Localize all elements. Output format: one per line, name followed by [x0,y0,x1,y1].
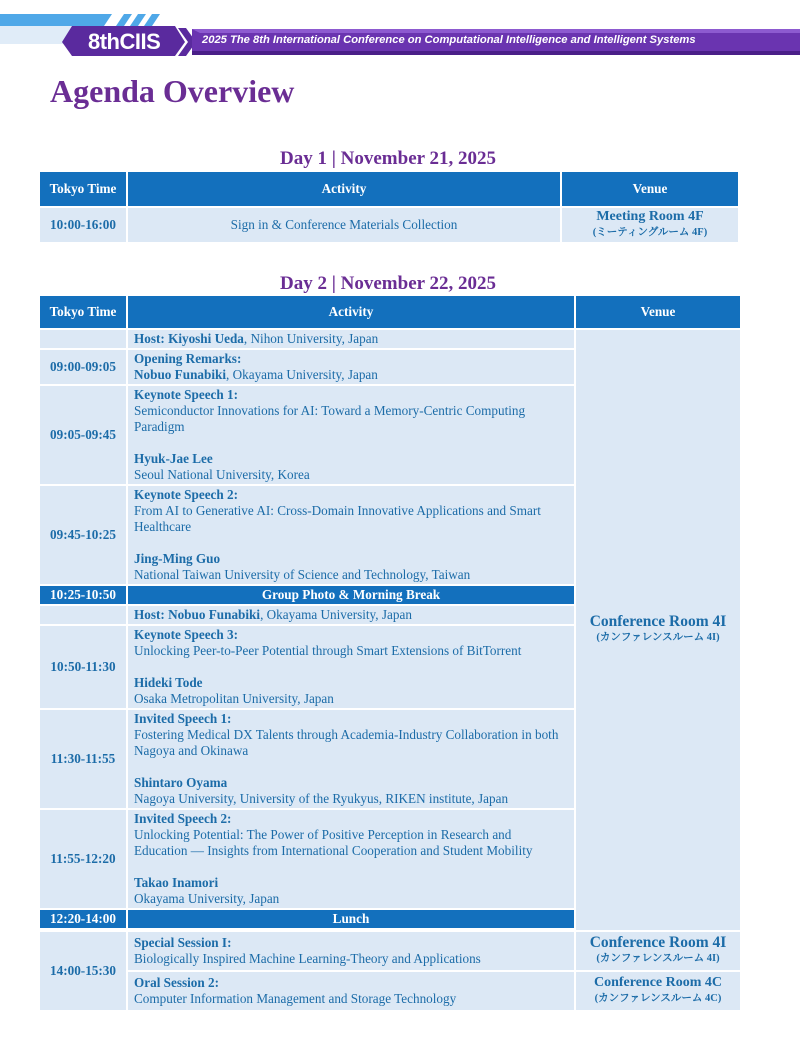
session-label: Opening Remarks: [134,351,242,366]
session-label: Special Session I: [134,935,232,950]
host-affil: , Nihon University, Japan [243,331,379,346]
time-cell: 14:00-15:30 [40,932,126,1010]
venue-sub: (ミーティングルーム 4F) [592,227,708,238]
day2-header-time: Tokyo Time [40,296,126,328]
day2-header-activity: Activity [128,296,574,328]
conference-banner [0,0,800,60]
day1-table [38,170,740,244]
day2-title: Day 2 | November 22, 2025 [280,273,496,294]
speaker-name: Nobuo Funabiki [134,367,226,382]
talk-title: Fostering Medical DX Talents through Academia-Industry Collaboration in both Nagoya and Okinawa [134,727,559,758]
session-label: Keynote Speech 3: [134,627,239,642]
main-venue-cell [576,330,740,930]
day1-title: Day 1 | November 21, 2025 [280,148,496,169]
speaker-affil: Seoul National University, Korea [134,467,310,482]
activity-cell [128,386,574,484]
speaker-name: Jing-Ming Guo [134,551,221,566]
time-cell [40,606,126,624]
speaker-name: Hyuk-Jae Lee [134,451,213,466]
logo-text: 8thCIIS [88,29,161,54]
time-cell [40,330,126,348]
activity-cell [128,810,574,908]
activity-cell [128,710,574,808]
time-cell: 10:00-16:00 [40,208,126,242]
talk-title: Unlocking Potential: The Power of Positive Perception in Research and Education — Insights from International Cooperation and Student Mobility [134,827,533,858]
speaker-affil: , Okayama University, Japan [226,367,378,382]
time-cell: 09:05-09:45 [40,386,126,484]
day2-header-venue: Venue [576,296,740,328]
venue-sub: (カンファレンスルーム 4I) [596,632,720,643]
table-row [40,972,740,1010]
time-cell: 10:25-10:50 [40,586,126,604]
activity-cell [128,350,574,384]
time-cell: 12:20-14:00 [40,910,126,928]
banner-title: 2025 The 8th International Conference on Computational Intelligence and Intelligent Systems [202,34,696,46]
speaker-name: Hideki Tode [134,675,203,690]
talk-title: Biologically Inspired Machine Learning-Theory and Applications [134,951,481,966]
table-row [40,932,740,970]
activity-cell [128,972,574,1010]
venue-name: Conference Room 4I [589,613,727,630]
activity-cell [128,486,574,584]
speaker-affil: Okayama University, Japan [134,891,280,906]
host-name: Host: Kiyoshi Ueda [134,331,244,346]
break-label: Group Photo & Morning Break [128,586,574,604]
speaker-affil: National Taiwan University of Science and Technology, Taiwan [134,567,471,582]
session-label: Invited Speech 1: [134,711,232,726]
time-cell: 10:50-11:30 [40,626,126,708]
speaker-affil: Osaka Metropolitan University, Japan [134,691,334,706]
talk-title: From AI to Generative AI: Cross-Domain Innovative Applications and Smart Healthcare [134,503,541,534]
venue-sub: (カンファレンスルーム 4I) [596,953,720,964]
venue-cell [576,932,740,970]
activity-cell: Sign in & Conference Materials Collection [128,208,560,242]
talk-title: Unlocking Peer-to-Peer Potential through Smart Extensions of BitTorrent [134,643,522,658]
speaker-name: Takao Inamori [134,875,219,890]
activity-cell [128,626,574,708]
session-label: Keynote Speech 2: [134,487,239,502]
session-label: Invited Speech 2: [134,811,232,826]
activity-cell [128,606,574,624]
venue-cell [576,972,740,1010]
venue-name: Conference Room 4C [593,975,723,990]
day2-table [38,294,742,1012]
venue-name: Conference Room 4I [589,934,727,951]
page-title: Agenda Overview [50,73,295,109]
time-cell: 09:00-09:05 [40,350,126,384]
talk-title: Computer Information Management and Storage Technology [134,991,457,1006]
conference-logo [88,29,160,55]
activity-cell [128,932,574,970]
talk-title: Semiconductor Innovations for AI: Toward a Memory-Centric Computing Paradigm [134,403,526,434]
time-cell: 11:55-12:20 [40,810,126,908]
day1-header-activity: Activity [128,172,560,206]
day1-header-venue: Venue [562,172,738,206]
time-cell: 09:45-10:25 [40,486,126,584]
table-row [40,208,738,242]
host-affil: , Okayama University, Japan [260,607,412,622]
venue-sub: (カンファレンスルーム 4C) [594,993,722,1004]
activity-cell [128,330,574,348]
session-label: Keynote Speech 1: [134,387,239,402]
break-label: Lunch [128,910,574,928]
table-row [40,330,740,348]
day1-header-time: Tokyo Time [40,172,126,206]
time-cell: 11:30-11:55 [40,710,126,808]
venue-name: Meeting Room 4F [596,209,704,224]
speaker-affil: Nagoya University, University of the Ryukyus, RIKEN institute, Japan [134,791,509,806]
venue-cell [562,208,738,242]
session-label: Oral Session 2: [134,975,219,990]
speaker-name: Shintaro Oyama [134,775,228,790]
host-name: Host: Nobuo Funabiki [134,607,261,622]
